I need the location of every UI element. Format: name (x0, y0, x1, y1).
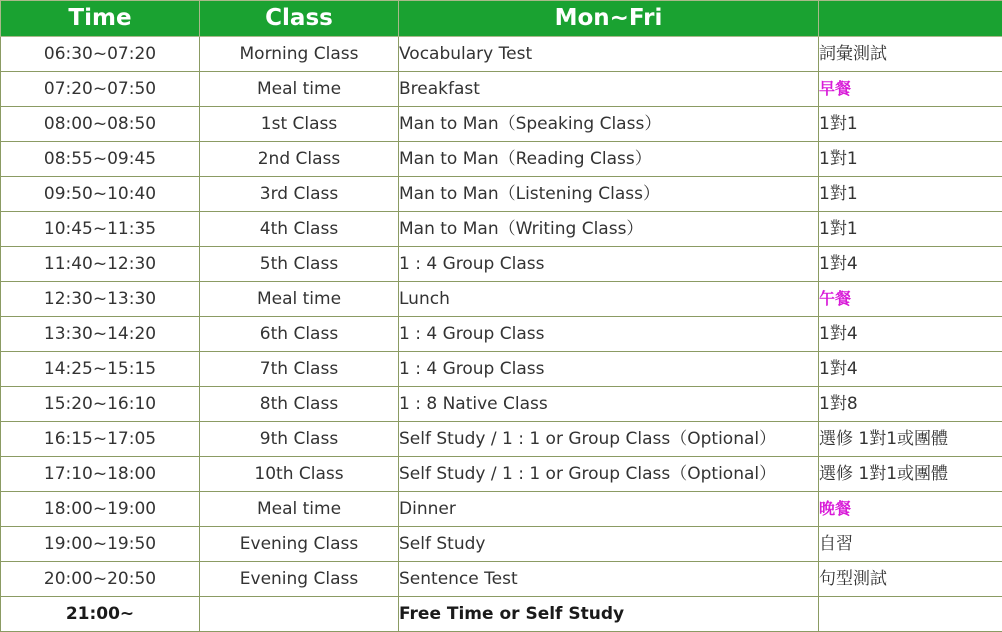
time-cell: 08:55~09:45 (1, 142, 200, 177)
time-cell: 06:30~07:20 (1, 37, 200, 72)
header-note (819, 1, 1002, 37)
description-cell: Self Study / 1 : 1 or Group Class（Optional） (399, 422, 819, 457)
class-cell: 5th Class (200, 247, 399, 282)
table-row (1, 247, 1002, 282)
description-cell: Sentence Test (399, 562, 819, 597)
time-cell: 14:25~15:15 (1, 352, 200, 387)
schedule-body (1, 37, 1002, 632)
class-cell: 4th Class (200, 212, 399, 247)
table-row (1, 37, 1002, 72)
table-row (1, 422, 1002, 457)
table-row (1, 177, 1002, 212)
note-cell: 選修 1對1或團體 (819, 422, 1002, 457)
class-cell: 1st Class (200, 107, 399, 142)
table-row (1, 142, 1002, 177)
table-row (1, 352, 1002, 387)
description-cell: Dinner (399, 492, 819, 527)
time-cell: 19:00~19:50 (1, 527, 200, 562)
description-cell: Self Study (399, 527, 819, 562)
class-cell: Morning Class (200, 37, 399, 72)
note-cell: 午餐 (819, 282, 1002, 317)
note-cell: 早餐 (819, 72, 1002, 107)
class-cell: 9th Class (200, 422, 399, 457)
note-cell: 自習 (819, 527, 1002, 562)
note-cell: 1對4 (819, 247, 1002, 282)
note-cell (819, 597, 1002, 632)
class-cell: Meal time (200, 492, 399, 527)
class-cell: Evening Class (200, 527, 399, 562)
header-days: Mon~Fri (399, 1, 819, 37)
description-cell: Vocabulary Test (399, 37, 819, 72)
note-cell: 句型測試 (819, 562, 1002, 597)
note-cell: 晚餐 (819, 492, 1002, 527)
class-cell: Meal time (200, 282, 399, 317)
description-cell: Breakfast (399, 72, 819, 107)
table-row (1, 72, 1002, 107)
time-cell: 08:00~08:50 (1, 107, 200, 142)
table-row (1, 457, 1002, 492)
time-cell: 11:40~12:30 (1, 247, 200, 282)
class-cell: 3rd Class (200, 177, 399, 212)
note-cell: 1對4 (819, 317, 1002, 352)
description-cell: Man to Man（Speaking Class） (399, 107, 819, 142)
time-cell: 21:00~ (1, 597, 200, 632)
time-cell: 07:20~07:50 (1, 72, 200, 107)
description-cell: 1 : 4 Group Class (399, 317, 819, 352)
note-cell: 1對1 (819, 177, 1002, 212)
description-cell: Free Time or Self Study (399, 597, 819, 632)
note-cell: 1對4 (819, 352, 1002, 387)
note-cell: 1對1 (819, 212, 1002, 247)
class-cell: 2nd Class (200, 142, 399, 177)
table-row (1, 317, 1002, 352)
description-cell: Man to Man（Writing Class） (399, 212, 819, 247)
class-cell (200, 597, 399, 632)
table-row (1, 527, 1002, 562)
note-cell: 詞彙測試 (819, 37, 1002, 72)
time-cell: 12:30~13:30 (1, 282, 200, 317)
description-cell: 1 : 4 Group Class (399, 352, 819, 387)
time-cell: 13:30~14:20 (1, 317, 200, 352)
header-class: Class (200, 1, 399, 37)
description-cell: 1 : 8 Native Class (399, 387, 819, 422)
table-row (1, 562, 1002, 597)
time-cell: 18:00~19:00 (1, 492, 200, 527)
description-cell: Lunch (399, 282, 819, 317)
note-cell: 選修 1對1或團體 (819, 457, 1002, 492)
description-cell: Self Study / 1 : 1 or Group Class（Optional） (399, 457, 819, 492)
class-cell: Evening Class (200, 562, 399, 597)
time-cell: 09:50~10:40 (1, 177, 200, 212)
description-cell: Man to Man（Reading Class） (399, 142, 819, 177)
class-cell: 7th Class (200, 352, 399, 387)
note-cell: 1對1 (819, 107, 1002, 142)
description-cell: Man to Man（Listening Class） (399, 177, 819, 212)
header-row (1, 1, 1002, 37)
time-cell: 15:20~16:10 (1, 387, 200, 422)
final-row (1, 597, 1002, 632)
table-row (1, 282, 1002, 317)
class-cell: 6th Class (200, 317, 399, 352)
table-row (1, 387, 1002, 422)
class-cell: 8th Class (200, 387, 399, 422)
table-row (1, 492, 1002, 527)
time-cell: 16:15~17:05 (1, 422, 200, 457)
table-row (1, 107, 1002, 142)
table-row (1, 212, 1002, 247)
class-cell: 10th Class (200, 457, 399, 492)
time-cell: 17:10~18:00 (1, 457, 200, 492)
time-cell: 20:00~20:50 (1, 562, 200, 597)
note-cell: 1對1 (819, 142, 1002, 177)
header-time: Time (1, 1, 200, 37)
description-cell: 1 : 4 Group Class (399, 247, 819, 282)
note-cell: 1對8 (819, 387, 1002, 422)
schedule-header (1, 1, 1002, 37)
time-cell: 10:45~11:35 (1, 212, 200, 247)
class-cell: Meal time (200, 72, 399, 107)
